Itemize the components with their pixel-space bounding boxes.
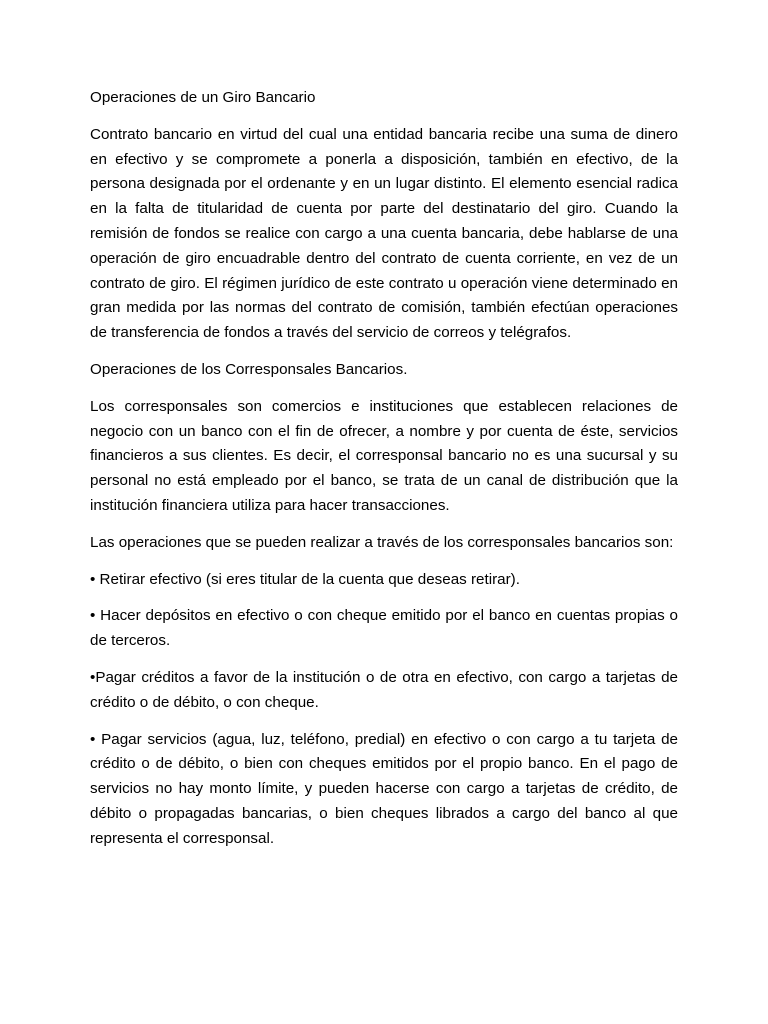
list-item-hacer-depositos: • Hacer depósitos en efectivo o con cheque emitido por el banco en cuentas propias o de terceros. [90, 607, 678, 650]
list-item-pagar-creditos: •Pagar créditos a favor de la institución o de otra en efectivo, con cargo a tarjetas de crédito o de débito, o con cheque. [90, 668, 678, 711]
list-item-pagar-servicios: • Pagar servicios (agua, luz, teléfono, predial) en efectivo o con cargo a tu tarjeta de crédito o de débito, o bien con cheques emitidos por el propio banco. En el pago de servicios no hay monto límite, y pueden hacerse con cargo a tarjetas de crédito, de débito o propagadas bancarias, o bien cheques librados a cargo del banco al que representa el corresponsal. [90, 730, 678, 847]
section-heading-giro: Operaciones de un Giro Bancario [90, 89, 316, 106]
paragraph-corresponsales-definition: Los corresponsales son comercios e instituciones que establecen relaciones de negocio con un banco con el fin de ofrecer, a nombre y por cuenta de éste, servicios financieros a sus clientes. Es decir, el corresponsal bancario no es una sucursal y su personal no está empleado por el banco, se trata de un canal de distribución que la institución financiera utiliza para hacer transacciones. [90, 397, 678, 514]
section-heading-corresponsales: Operaciones de los Corresponsales Bancarios. [90, 360, 408, 378]
list-item-retirar-efectivo: • Retirar efectivo (si eres titular de la cuenta que deseas retirar). [90, 570, 520, 588]
paragraph-giro-definition: Contrato bancario en virtud del cual una entidad bancaria recibe una suma de dinero en efectivo y se compromete a ponerla a disposición, también en efectivo, de la persona designada por el ordenante y en un lugar distinto. El elemento esencial radica en la falta de titularidad de cuenta por parte del destinatario del giro. Cuando la remisión de fondos se realice con cargo a una cuenta bancaria, debe hablarse de una operación de giro encuadrable dentro del contrato de cuenta corriente, en vez de un contrato de giro. El régimen jurídico de este contrato u operación viene determinado en gran medida por las normas del contrato de comisión, también efectúan operaciones de transferencia de fondos a través del servicio de correos y telégrafos. [90, 125, 678, 342]
document-page [90, 86, 678, 852]
paragraph-operations-intro: Las operaciones que se pueden realizar a través de los corresponsales bancarios son: [90, 533, 674, 551]
